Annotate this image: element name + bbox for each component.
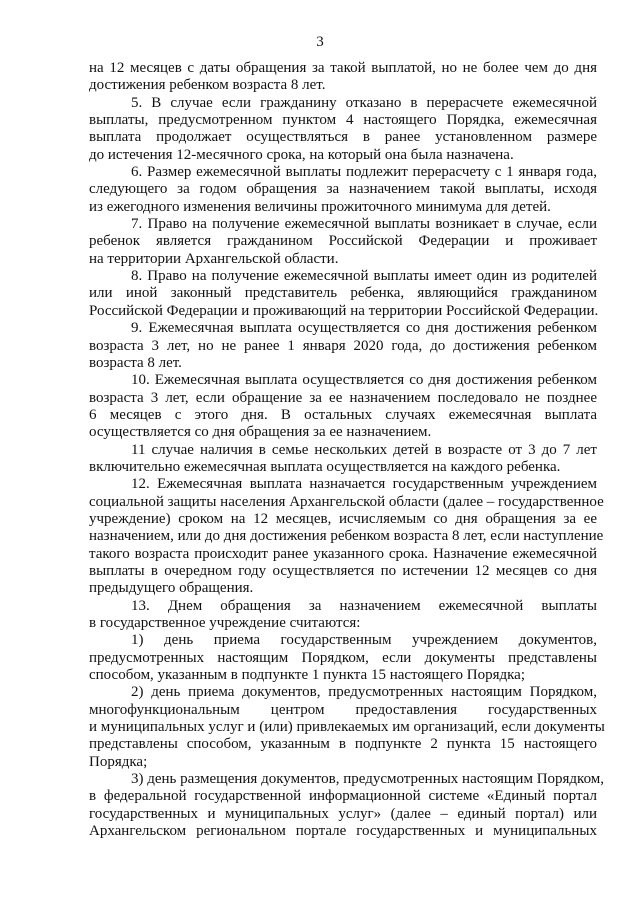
text-line: возраста 8 лет. xyxy=(89,354,182,371)
page-number: 3 xyxy=(316,34,324,50)
text-line: Архангельском региональном портале государственных и муниципальных xyxy=(89,823,597,840)
text-line: 9. Ежемесячная выплата осуществляется со дня достижения ребенком xyxy=(131,320,597,337)
text-line: выплаты в очередном году осуществляется по истечении 12 месяцев со дня xyxy=(89,562,597,579)
text-line: на 12 месяцев с даты обращения за такой выплатой, но не более чем до дня xyxy=(89,60,597,76)
text-line: 7. Право на получение ежемесячной выплаты возникает в случае, если xyxy=(131,216,597,233)
text-line: 1) день приема государственным учреждением документов, xyxy=(131,632,597,649)
text-line: государственных и муниципальных услуг» (далее – единый портал) или xyxy=(89,805,597,822)
text-line: осуществляется со дня обращения за ее назначением. xyxy=(89,424,432,441)
text-line: учреждение) сроком на 12 месяцев, исчисляемым со дня обращения за ее xyxy=(89,510,597,527)
text-line: на территории Архангельской области. xyxy=(89,250,339,267)
text-line: многофункциональным центром предоставления государственных xyxy=(89,701,597,718)
text-line: 12. Ежемесячная выплата назначается государственным учреждением xyxy=(131,476,597,493)
text-line: или иной законный представитель ребенка, являющийся гражданином xyxy=(89,285,597,302)
text-line: в государственное учреждение считаются: xyxy=(89,615,361,631)
text-line: такого возраста происходит ранее указанного срока. Назначение ежемесячной xyxy=(89,545,597,562)
text-line: предусмотренных настоящим Порядком, если документы представлены xyxy=(89,649,597,666)
document-body xyxy=(89,60,605,840)
text-line: до истечения 12-месячного срока, на который она была назначена. xyxy=(89,146,514,163)
text-line: назначением, или до дня достижения ребенком возраста 8 лет, если наступление xyxy=(89,528,604,545)
text-line: Порядка; xyxy=(89,753,148,770)
text-line: достижения ребенком возраста 8 лет. xyxy=(89,77,326,94)
text-line: социальной защиты населения Архангельской области (далее – государственное xyxy=(89,493,604,510)
text-line: выплаты, предусмотренном пунктом 4 настоящего Порядка, ежемесячная xyxy=(89,112,597,129)
text-line: 3) день размещения документов, предусмотренных настоящим Порядком, xyxy=(131,771,605,788)
text-line: способом, указанным в подпункте 1 пункта 15 настоящего Порядка; xyxy=(89,667,525,684)
text-line: возраста 3 лет, если обращение за ее назначением последовало не позднее xyxy=(89,389,597,406)
text-line: 11 случае наличия в семье нескольких детей в возрасте от 3 до 7 лет xyxy=(131,441,597,458)
text-line: 5. В случае если гражданину отказано в перерасчете ежемесячной xyxy=(131,94,597,111)
text-line: 8. Право на получение ежемесячной выплаты имеет один из родителей xyxy=(131,268,597,285)
text-line: ребенок является гражданином Российской Федерации и проживает xyxy=(89,233,597,250)
text-line: возраста 3 лет, но не ранее 1 января 2020 года, до достижения ребенком xyxy=(89,337,597,354)
text-line: предыдущего обращения. xyxy=(89,580,254,597)
text-line: представлены способом, указанным в подпункте 2 пункта 15 настоящего xyxy=(89,736,597,753)
text-line: Российской Федерации и проживающий на территории Российской Федерации. xyxy=(89,302,599,319)
text-line: 10. Ежемесячная выплата осуществляется со дня достижения ребенком xyxy=(131,372,597,389)
text-line: и муниципальных услуг и (или) привлекаемых им организаций, если документы xyxy=(89,719,605,736)
text-line: в федеральной государственной информационной системе «Единый портал xyxy=(89,788,597,805)
text-line: 2) день приема документов, предусмотренных настоящим Порядком, xyxy=(131,684,597,701)
text-line: следующего за годом обращения за назначением такой выплаты, исходя xyxy=(89,181,597,198)
text-line: 13. Днем обращения за назначением ежемесячной выплаты xyxy=(131,597,597,614)
text-line: 6. Размер ежемесячной выплаты подлежит перерасчету с 1 января года, xyxy=(131,164,597,181)
text-line: из ежегодного изменения величины прожиточного минимума для детей. xyxy=(89,198,551,215)
text-line: выплата продолжает осуществляться в ранее установленном размере xyxy=(89,129,597,146)
text-line: включительно ежемесячная выплата осуществляется на каждого ребенка. xyxy=(89,458,561,475)
text-line: 6 месяцев с этого дня. В остальных случаях ежемесячная выплата xyxy=(89,406,597,423)
